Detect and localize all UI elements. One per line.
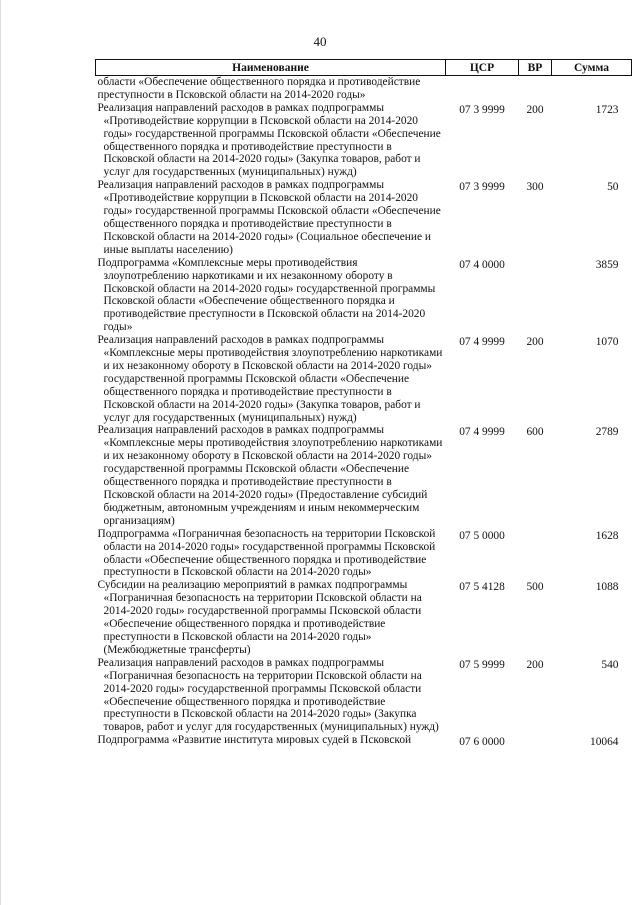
row-csr: 07 4 0000	[459, 258, 505, 271]
table-row	[96, 257, 632, 334]
row-vr	[519, 76, 552, 102]
table-row	[96, 334, 632, 424]
row-csr: 07 5 0000	[459, 529, 505, 542]
row-vr	[519, 257, 552, 334]
row-vr	[519, 734, 552, 749]
row-sum: 1723	[595, 103, 619, 116]
table-row	[96, 179, 632, 256]
row-sum: 10064	[590, 736, 619, 749]
header-csr: ЦСР	[446, 60, 519, 76]
row-name: Реализация направлений расходов в рамках подпрограммы «Противодействие коррупции в Псковской области на 2014-2020 годы» государственной программы Псковской области «Обеспечение общественного порядка и противодействие преступности в Псковской области на 2014-2020 годы» (Социальное обеспечение и иные выплаты населению)	[97, 179, 441, 256]
row-csr	[446, 76, 519, 102]
row-vr: 200	[526, 658, 544, 671]
row-sum: 1088	[595, 581, 619, 594]
row-csr: 07 4 9999	[459, 426, 505, 439]
row-vr: 300	[526, 181, 544, 194]
row-sum: 3859	[595, 258, 619, 271]
row-csr: 07 5 4128	[459, 581, 505, 594]
row-name: Реализация направлений расходов в рамках подпрограммы «Противодействие коррупции в Псковской области на 2014-2020 годы» государственной программы Псковской области «Обеспечение общественного порядка и противодействие преступности в Псковской области на 2014-2020 годы» (Закупка товаров, работ и услуг для государственных (муниципальных) нужд)	[97, 101, 441, 179]
table-header-row	[96, 60, 632, 76]
row-vr: 200	[526, 336, 544, 349]
table-row	[96, 102, 632, 179]
table-row	[96, 657, 632, 734]
row-sum: 1070	[595, 336, 619, 349]
budget-table	[95, 59, 632, 749]
row-vr: 600	[526, 426, 544, 439]
table-row	[96, 579, 632, 656]
row-sum: 2789	[595, 426, 619, 439]
row-name: Подпрограмма «Пограничная безопасность на территории Псковской области на 2014-2020 годы» государственной программы Псковской области «Обеспечение общественного порядка и противодействие преступности в Псковской области на 2014-2020 годы»	[97, 527, 436, 579]
header-name: Наименование	[96, 60, 446, 76]
row-name: Подпрограмма «Развитие института мировых судей в Псковской	[97, 734, 412, 747]
row-name: Реализация направлений расходов в рамках подпрограммы «Комплексные меры противодействия злоупотреблению наркотиками и их незаконному обороту в Псковской области на 2014-2020 годы» государственной программы Псковской области «Обеспечение общественного порядка и противодействие преступности в Псковской области на 2014-2020 годы» (Предоставление субсидий бюджетным, автономным учреждениям и иным некоммерческим организациям)	[97, 424, 443, 527]
header-sum: Сумма	[552, 60, 632, 76]
row-csr: 07 5 9999	[459, 658, 505, 671]
row-csr: 07 3 9999	[459, 103, 505, 116]
row-sum: 1628	[595, 529, 619, 542]
row-name: области «Обеспечение общественного порядка и противодействие преступности в Псковской области на 2014-2020 годы»	[97, 76, 421, 101]
table-row	[96, 734, 632, 749]
row-name: Субсидии на реализацию мероприятий в рамках подпрограммы «Пограничная безопасность на территории Псковской области на 2014-2020 годы» государственной программы Псковской области «Обеспечение общественного порядка и противодействие преступности в Псковской области на 2014-2020 годы» (Межбюджетные трансферты)	[97, 579, 422, 656]
header-vr: ВР	[519, 60, 552, 76]
row-csr: 07 4 9999	[459, 336, 505, 349]
row-name: Реализация направлений расходов в рамках подпрограммы «Комплексные меры противодействия злоупотреблению наркотиками и их незаконному обороту в Псковской области на 2014-2020 годы» государственной программы Псковской области «Обеспечение общественного порядка и противодействие преступности в Псковской области на 2014-2020 годы» (Закупка товаров, работ и услуг для государственных (муниципальных) нужд)	[97, 334, 443, 424]
row-name: Подпрограмма «Комплексные меры противодействия злоупотреблению наркотиками и их незаконному обороту в Псковской области на 2014-2020 годы» государственной программы Псковской области «Обеспечение общественного порядка и противодействие преступности в Псковской области на 2014-2020 годы»	[97, 256, 436, 334]
row-csr: 07 6 0000	[459, 736, 505, 749]
row-vr: 500	[526, 581, 544, 594]
page-number: 40	[313, 34, 327, 49]
row-sum	[552, 76, 632, 102]
row-vr	[519, 528, 552, 580]
row-vr: 200	[526, 103, 544, 116]
table-row	[96, 76, 632, 102]
table-row	[96, 528, 632, 580]
row-sum: 50	[607, 181, 619, 194]
row-name: Реализация направлений расходов в рамках подпрограммы «Пограничная безопасность на территории Псковской области на 2014-2020 годы» государственной программы Псковской области «Обеспечение общественного порядка и противодействие преступности в Псковской области на 2014-2020 годы» (Закупка товаров, работ и услуг для государственных (муниципальных) нужд)	[97, 656, 439, 734]
row-csr: 07 3 9999	[459, 181, 505, 194]
row-sum: 540	[601, 658, 619, 671]
table-row	[96, 424, 632, 527]
scan-edge-line	[0, 0, 1, 905]
